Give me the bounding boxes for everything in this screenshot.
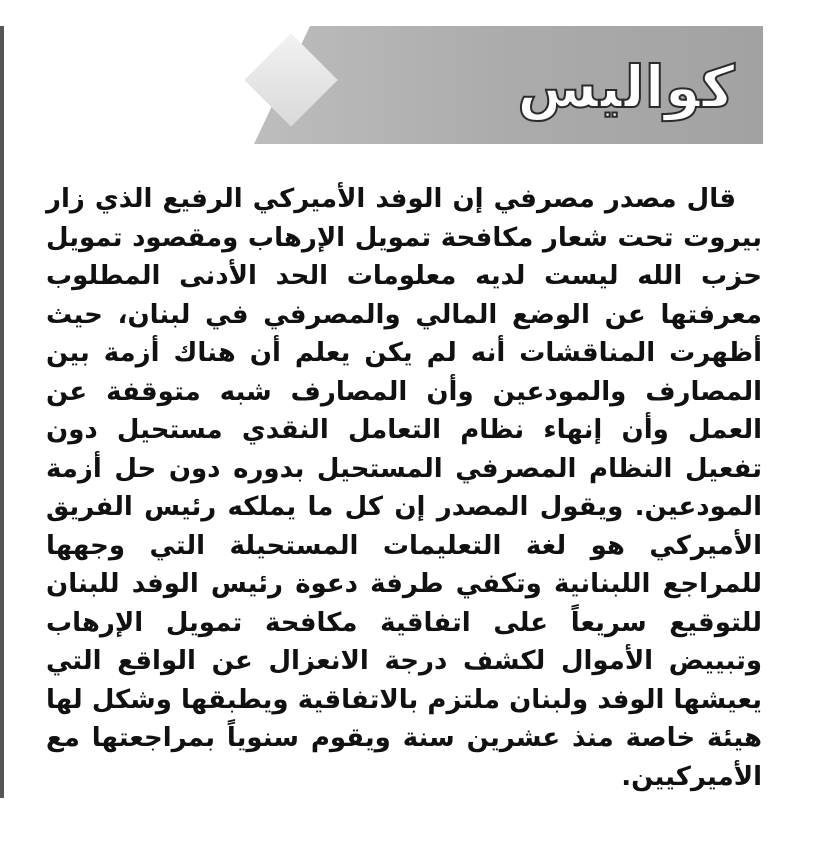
article-body: [46, 180, 762, 796]
section-title: كواليس: [517, 53, 735, 121]
left-column-rule: [0, 26, 4, 798]
article-text: قال مصدر مصرفي إن الوفد الأميركي الرفيع الذي زار بيروت تحت شعار مكافحة تمويل الإرهاب ومقصود تمويل حزب الله ليست لديه معلومات الحد الأدنى المطلوب معرفتها عن الوضع المالي والمصرفي في لبنان، حيث أظهرت المناقشات أنه لم يكن يعلم أن هناك أزمة بين المصارف والمودعين وأن المصارف شبه متوقفة عن العمل وأن إنهاء نظام التعامل النقدي مستحيل دون تفعيل النظام المصرفي المستحيل بدوره دون حل أزمة المودعين. ويقول المصدر إن كل ما يملكه رئيس الفريق الأميركي هو لغة التعليمات المستحيلة التي وجهها للمراجع اللبنانية وتكفي طرفة دعوة رئيس الوفد للبنان للتوقيع سريعاً على اتفاقية مكافحة تمويل الإرهاب وتبييض الأموال لكشف درجة الانعزال عن الواقع التي يعيشها الوفد ولبنان ملتزم بالاتفاقية ويطبقها وشكل لها هيئة خاصة منذ عشرين سنة ويقوم سنوياً بمراجعتها مع الأميركيين.: [46, 184, 762, 792]
